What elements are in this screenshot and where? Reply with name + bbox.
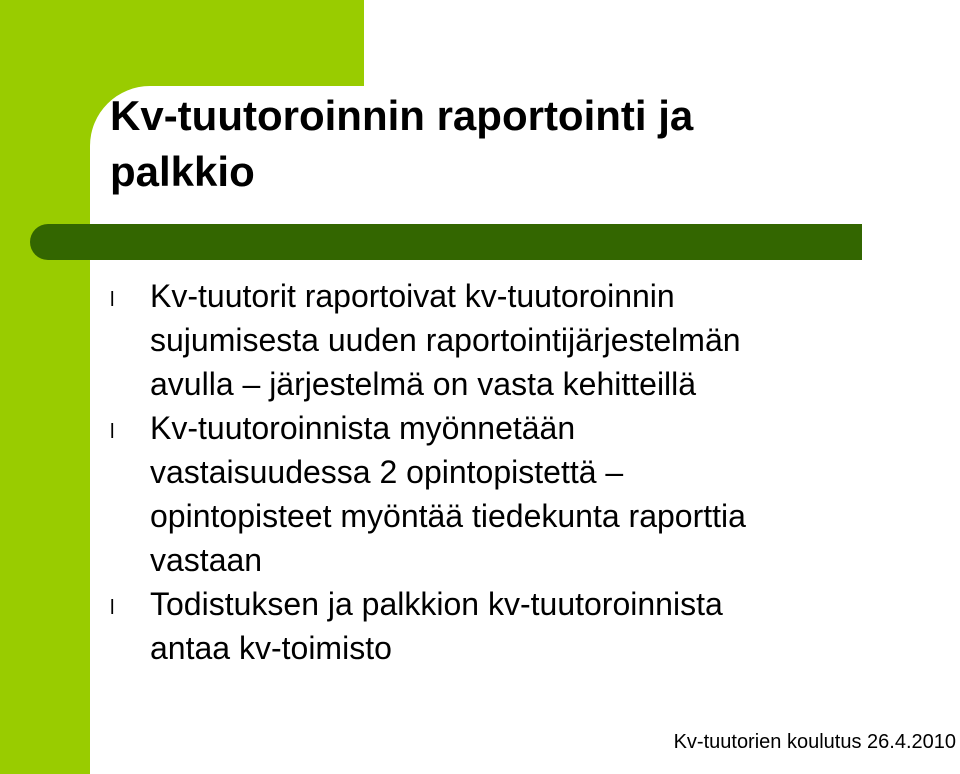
slide-title-line: palkkio [110,148,255,195]
bullet-text-line: Kv-tuutoroinnista myönnetään [150,410,576,446]
bullet-text-line: vastaisuudessa 2 opintopistettä – [150,454,624,490]
bullet-marker-icon: l [110,597,115,619]
bullet-text-line: Todistuksen ja palkkion kv-tuutoroinnista [150,586,723,622]
slide-title [110,88,870,200]
bullet-marker-icon: l [110,289,115,311]
bullet-text-line: sujumisesta uuden raportointijärjestelmän [150,322,741,358]
slide-title-line: Kv-tuutoroinnin raportointi ja [110,92,694,139]
bullet-marker-icon: l [110,421,115,443]
bullet-item [110,406,930,582]
bullet-text-line: Kv-tuutorit raportoivat kv-tuutoroinnin [150,278,675,314]
bullet-item [110,582,930,670]
bullet-text-line: avulla – järjestelmä on vasta kehitteillä [150,366,697,402]
slide-footer: Kv-tuutorien koulutus 26.4.2010 [673,731,956,753]
bullet-list [110,274,930,670]
bullet-text-line: vastaan [150,542,263,578]
bullet-text-line: opintopisteet myöntää tiedekunta raporttia [150,498,746,534]
bullet-item [110,274,930,406]
bullet-text-line: antaa kv-toimisto [150,630,392,666]
title-divider-bar [30,224,862,260]
